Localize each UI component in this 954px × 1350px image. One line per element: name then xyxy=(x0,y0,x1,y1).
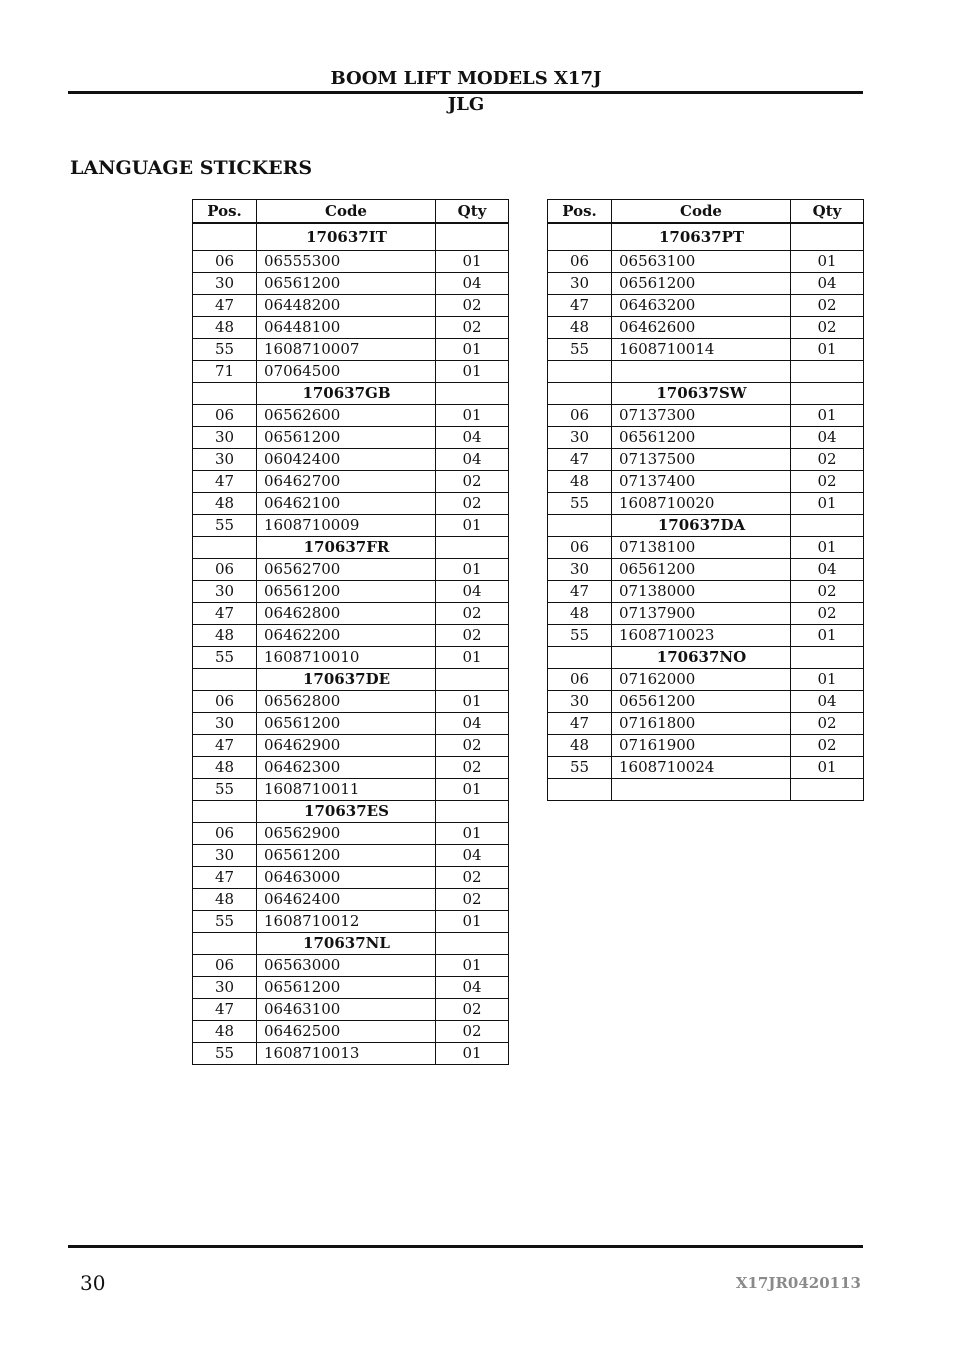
column-header-qty: Qty xyxy=(791,200,864,224)
code-cell: 1608710024 xyxy=(612,757,791,779)
qty-cell: 04 xyxy=(436,273,509,295)
qty-cell: 04 xyxy=(436,845,509,867)
column-header-qty: Qty xyxy=(436,200,509,224)
brand-name: JLG xyxy=(447,94,485,115)
qty-cell: 04 xyxy=(436,581,509,603)
pos-cell: 48 xyxy=(193,625,257,647)
code-cell: 06561200 xyxy=(612,273,791,295)
pos-cell: 47 xyxy=(193,867,257,889)
qty-cell: 02 xyxy=(436,295,509,317)
pos-cell xyxy=(193,801,257,823)
pos-cell: 30 xyxy=(193,845,257,867)
qty-cell: 04 xyxy=(791,273,864,295)
code-cell: 06463000 xyxy=(257,867,436,889)
pos-cell: 30 xyxy=(193,273,257,295)
table-row xyxy=(193,1043,509,1065)
pos-cell xyxy=(548,223,612,251)
table-row xyxy=(548,449,864,471)
table-row xyxy=(193,911,509,933)
table-row xyxy=(193,867,509,889)
column-header-code: Code xyxy=(612,200,791,224)
code-cell: 06042400 xyxy=(257,449,436,471)
code-cell: 07137400 xyxy=(612,471,791,493)
group-code-cell: 170637NO xyxy=(612,647,791,669)
code-cell: 06561200 xyxy=(257,713,436,735)
qty-cell xyxy=(791,223,864,251)
qty-cell: 02 xyxy=(436,493,509,515)
table-row xyxy=(548,537,864,559)
group-header-row xyxy=(548,647,864,669)
qty-cell: 02 xyxy=(791,317,864,339)
qty-cell: 01 xyxy=(436,911,509,933)
code-cell: 1608710011 xyxy=(257,779,436,801)
qty-cell xyxy=(791,779,864,801)
qty-cell: 01 xyxy=(436,955,509,977)
table-row xyxy=(193,339,509,361)
group-header-row xyxy=(193,223,509,251)
pos-cell: 55 xyxy=(548,339,612,361)
qty-cell xyxy=(791,361,864,383)
table-row xyxy=(193,845,509,867)
qty-cell: 04 xyxy=(791,559,864,581)
table-row xyxy=(193,295,509,317)
code-cell: 06561200 xyxy=(612,691,791,713)
group-code-cell: 170637SW xyxy=(612,383,791,405)
table-row xyxy=(193,361,509,383)
table-row xyxy=(548,251,864,273)
group-code-cell: 170637ES xyxy=(257,801,436,823)
table-body xyxy=(548,223,864,801)
code-cell: 06462500 xyxy=(257,1021,436,1043)
qty-cell: 01 xyxy=(791,251,864,273)
group-code-cell: 170637IT xyxy=(257,223,436,251)
group-header-row xyxy=(548,223,864,251)
table-row xyxy=(193,493,509,515)
pos-cell: 30 xyxy=(193,427,257,449)
group-code-cell: 170637FR xyxy=(257,537,436,559)
pos-cell xyxy=(193,669,257,691)
pos-cell: 47 xyxy=(193,735,257,757)
table-row xyxy=(193,515,509,537)
qty-cell xyxy=(436,383,509,405)
pos-cell: 06 xyxy=(193,251,257,273)
qty-cell: 01 xyxy=(436,405,509,427)
pos-cell: 30 xyxy=(193,977,257,999)
qty-cell: 01 xyxy=(791,625,864,647)
qty-cell: 04 xyxy=(436,713,509,735)
code-cell: 07162000 xyxy=(612,669,791,691)
qty-cell: 02 xyxy=(436,867,509,889)
pos-cell: 48 xyxy=(193,1021,257,1043)
table-row xyxy=(193,955,509,977)
table-row xyxy=(548,493,864,515)
qty-cell: 02 xyxy=(791,581,864,603)
qty-cell xyxy=(436,933,509,955)
qty-cell: 02 xyxy=(791,713,864,735)
page-number: 30 xyxy=(80,1271,106,1295)
group-header-row xyxy=(193,801,509,823)
qty-cell: 01 xyxy=(436,515,509,537)
qty-cell: 02 xyxy=(436,889,509,911)
qty-cell: 02 xyxy=(436,317,509,339)
qty-cell: 01 xyxy=(791,493,864,515)
parts-table-right xyxy=(547,199,864,801)
code-cell: 1608710012 xyxy=(257,911,436,933)
pos-cell: 55 xyxy=(193,515,257,537)
table-row xyxy=(193,823,509,845)
table-row xyxy=(193,735,509,757)
table-row xyxy=(193,999,509,1021)
code-cell: 07137500 xyxy=(612,449,791,471)
table-row xyxy=(548,559,864,581)
qty-cell: 01 xyxy=(436,647,509,669)
group-code-cell: 170637NL xyxy=(257,933,436,955)
table-row xyxy=(193,779,509,801)
pos-cell: 06 xyxy=(548,405,612,427)
code-cell: 1608710010 xyxy=(257,647,436,669)
qty-cell: 02 xyxy=(791,471,864,493)
qty-cell: 01 xyxy=(791,339,864,361)
code-cell: 06563000 xyxy=(257,955,436,977)
qty-cell xyxy=(436,669,509,691)
qty-cell: 01 xyxy=(436,691,509,713)
pos-cell xyxy=(193,383,257,405)
qty-cell xyxy=(436,801,509,823)
table-row xyxy=(548,713,864,735)
code-cell: 06462100 xyxy=(257,493,436,515)
pos-cell: 06 xyxy=(193,691,257,713)
table-row xyxy=(193,559,509,581)
table-row xyxy=(193,581,509,603)
qty-cell: 04 xyxy=(436,427,509,449)
group-header-row xyxy=(193,669,509,691)
qty-cell: 02 xyxy=(436,999,509,1021)
qty-cell: 01 xyxy=(436,251,509,273)
pos-cell: 55 xyxy=(193,779,257,801)
qty-cell: 02 xyxy=(436,603,509,625)
pos-cell: 71 xyxy=(193,361,257,383)
parts-table-left xyxy=(192,199,509,1065)
table-row xyxy=(193,603,509,625)
code-cell xyxy=(612,361,791,383)
code-cell: 1608710014 xyxy=(612,339,791,361)
code-cell: 07138000 xyxy=(612,581,791,603)
qty-cell: 02 xyxy=(436,735,509,757)
pos-cell: 55 xyxy=(193,1043,257,1065)
pos-cell: 47 xyxy=(548,581,612,603)
pos-cell: 06 xyxy=(548,537,612,559)
table-row xyxy=(548,471,864,493)
code-cell: 06563100 xyxy=(612,251,791,273)
qty-cell: 02 xyxy=(436,625,509,647)
table-row xyxy=(193,427,509,449)
table-row xyxy=(193,647,509,669)
table-row xyxy=(548,295,864,317)
code-cell: 07064500 xyxy=(257,361,436,383)
qty-cell: 04 xyxy=(436,977,509,999)
pos-cell: 06 xyxy=(548,669,612,691)
table-header-row xyxy=(193,200,509,224)
table-row xyxy=(193,317,509,339)
qty-cell: 01 xyxy=(436,361,509,383)
pos-cell: 30 xyxy=(548,691,612,713)
pos-cell: 47 xyxy=(548,295,612,317)
pos-cell: 48 xyxy=(548,603,612,625)
qty-cell: 01 xyxy=(436,559,509,581)
column-header-pos: Pos. xyxy=(548,200,612,224)
code-cell: 1608710023 xyxy=(612,625,791,647)
table-row xyxy=(548,691,864,713)
table-row xyxy=(548,317,864,339)
table-row xyxy=(193,889,509,911)
qty-cell: 04 xyxy=(791,427,864,449)
code-cell: 07161800 xyxy=(612,713,791,735)
code-cell: 06462800 xyxy=(257,603,436,625)
code-cell: 06562900 xyxy=(257,823,436,845)
code-cell: 06561200 xyxy=(612,559,791,581)
code-cell xyxy=(612,779,791,801)
group-header-row xyxy=(193,933,509,955)
blank-row xyxy=(548,361,864,383)
pos-cell xyxy=(548,515,612,537)
qty-cell: 01 xyxy=(436,339,509,361)
pos-cell: 47 xyxy=(193,471,257,493)
table-body xyxy=(193,223,509,1065)
code-cell: 1608710009 xyxy=(257,515,436,537)
code-cell: 06462200 xyxy=(257,625,436,647)
qty-cell: 04 xyxy=(436,449,509,471)
pos-cell xyxy=(548,647,612,669)
table-row xyxy=(548,757,864,779)
pos-cell: 48 xyxy=(193,757,257,779)
pos-cell xyxy=(193,537,257,559)
qty-cell: 01 xyxy=(436,823,509,845)
pos-cell: 47 xyxy=(548,449,612,471)
code-cell: 06562800 xyxy=(257,691,436,713)
pos-cell: 55 xyxy=(548,493,612,515)
pos-cell: 47 xyxy=(548,713,612,735)
pos-cell: 47 xyxy=(193,999,257,1021)
code-cell: 06462700 xyxy=(257,471,436,493)
pos-cell: 30 xyxy=(193,449,257,471)
table-row xyxy=(193,625,509,647)
table-row xyxy=(193,1021,509,1043)
pos-cell: 55 xyxy=(548,757,612,779)
table-row xyxy=(548,339,864,361)
table-row xyxy=(193,713,509,735)
pos-cell: 06 xyxy=(193,955,257,977)
section-title: LANGUAGE STICKERS xyxy=(70,157,313,179)
qty-cell xyxy=(436,223,509,251)
table-row xyxy=(193,757,509,779)
pos-cell: 48 xyxy=(548,471,612,493)
pos-cell: 48 xyxy=(193,493,257,515)
qty-cell: 01 xyxy=(791,757,864,779)
table-row xyxy=(193,691,509,713)
code-cell: 06561200 xyxy=(257,845,436,867)
code-cell: 06462400 xyxy=(257,889,436,911)
table-row xyxy=(193,405,509,427)
code-cell: 06448200 xyxy=(257,295,436,317)
code-cell: 06462900 xyxy=(257,735,436,757)
pos-cell: 55 xyxy=(193,911,257,933)
qty-cell: 04 xyxy=(791,691,864,713)
pos-cell xyxy=(193,933,257,955)
qty-cell xyxy=(436,537,509,559)
pos-cell: 47 xyxy=(193,603,257,625)
code-cell: 06462300 xyxy=(257,757,436,779)
qty-cell xyxy=(791,383,864,405)
table-row xyxy=(548,273,864,295)
qty-cell: 01 xyxy=(791,537,864,559)
code-cell: 06562600 xyxy=(257,405,436,427)
qty-cell: 02 xyxy=(791,735,864,757)
column-header-pos: Pos. xyxy=(193,200,257,224)
table-row xyxy=(193,449,509,471)
code-cell: 06561200 xyxy=(257,273,436,295)
code-cell: 06448100 xyxy=(257,317,436,339)
pos-cell: 30 xyxy=(193,713,257,735)
pos-cell: 30 xyxy=(548,427,612,449)
table-row xyxy=(548,405,864,427)
pos-cell xyxy=(548,361,612,383)
pos-cell: 47 xyxy=(193,295,257,317)
pos-cell: 06 xyxy=(193,405,257,427)
pos-cell: 55 xyxy=(193,647,257,669)
table-row xyxy=(193,273,509,295)
qty-cell: 02 xyxy=(791,603,864,625)
code-cell: 06555300 xyxy=(257,251,436,273)
group-header-row xyxy=(193,537,509,559)
qty-cell xyxy=(791,647,864,669)
group-header-row xyxy=(548,515,864,537)
table-row xyxy=(548,427,864,449)
pos-cell: 48 xyxy=(193,317,257,339)
code-cell: 06561200 xyxy=(257,977,436,999)
code-cell: 06562700 xyxy=(257,559,436,581)
pos-cell: 06 xyxy=(548,251,612,273)
code-cell: 07138100 xyxy=(612,537,791,559)
qty-cell: 01 xyxy=(791,405,864,427)
code-cell: 06561200 xyxy=(612,427,791,449)
pos-cell xyxy=(548,779,612,801)
pos-cell xyxy=(548,383,612,405)
code-cell: 1608710013 xyxy=(257,1043,436,1065)
pos-cell: 48 xyxy=(548,735,612,757)
qty-cell: 02 xyxy=(436,1021,509,1043)
footer-rule xyxy=(68,1245,863,1248)
pos-cell: 55 xyxy=(193,339,257,361)
code-cell: 1608710007 xyxy=(257,339,436,361)
table-row xyxy=(548,625,864,647)
pos-cell: 06 xyxy=(193,559,257,581)
code-cell: 06561200 xyxy=(257,427,436,449)
document-title: BOOM LIFT MODELS X17J xyxy=(330,68,602,89)
qty-cell: 02 xyxy=(791,449,864,471)
table-row xyxy=(548,603,864,625)
document-code: X17JR0420113 xyxy=(735,1274,861,1292)
pos-cell: 06 xyxy=(193,823,257,845)
pos-cell xyxy=(193,223,257,251)
qty-cell: 02 xyxy=(436,471,509,493)
qty-cell: 01 xyxy=(436,779,509,801)
blank-row xyxy=(548,779,864,801)
table-row xyxy=(548,669,864,691)
pos-cell: 48 xyxy=(548,317,612,339)
pos-cell: 30 xyxy=(193,581,257,603)
code-cell: 07137900 xyxy=(612,603,791,625)
code-cell: 1608710020 xyxy=(612,493,791,515)
qty-cell: 02 xyxy=(436,757,509,779)
group-header-row xyxy=(548,383,864,405)
table-row xyxy=(193,977,509,999)
table-header-row xyxy=(548,200,864,224)
table-row xyxy=(193,251,509,273)
qty-cell: 01 xyxy=(791,669,864,691)
table-row xyxy=(548,735,864,757)
pos-cell: 30 xyxy=(548,273,612,295)
code-cell: 06463200 xyxy=(612,295,791,317)
group-code-cell: 170637DE xyxy=(257,669,436,691)
code-cell: 06462600 xyxy=(612,317,791,339)
code-cell: 07161900 xyxy=(612,735,791,757)
code-cell: 07137300 xyxy=(612,405,791,427)
qty-cell: 02 xyxy=(791,295,864,317)
group-header-row xyxy=(193,383,509,405)
pos-cell: 55 xyxy=(548,625,612,647)
column-header-code: Code xyxy=(257,200,436,224)
qty-cell: 01 xyxy=(436,1043,509,1065)
pos-cell: 30 xyxy=(548,559,612,581)
qty-cell xyxy=(791,515,864,537)
table-row xyxy=(548,581,864,603)
group-code-cell: 170637DA xyxy=(612,515,791,537)
pos-cell: 48 xyxy=(193,889,257,911)
group-code-cell: 170637PT xyxy=(612,223,791,251)
code-cell: 06463100 xyxy=(257,999,436,1021)
group-code-cell: 170637GB xyxy=(257,383,436,405)
code-cell: 06561200 xyxy=(257,581,436,603)
table-row xyxy=(193,471,509,493)
